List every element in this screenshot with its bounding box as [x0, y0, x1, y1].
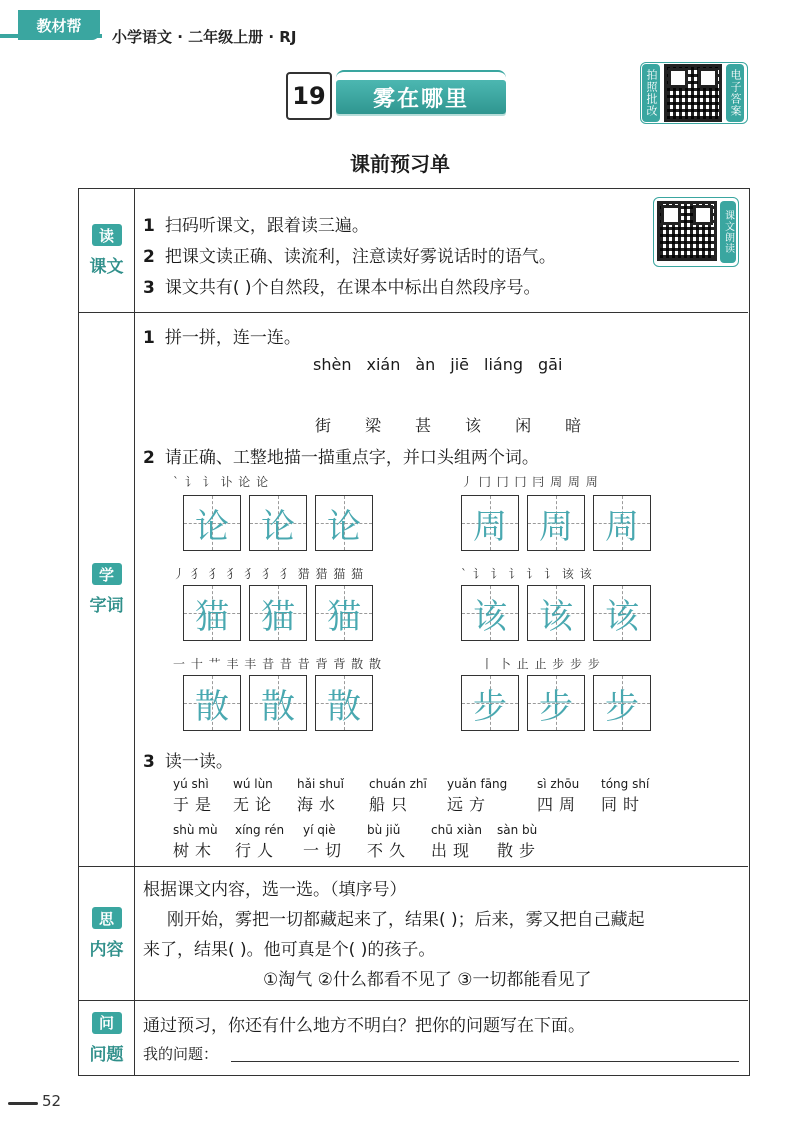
stroke-order: ` 讠 讠 讣 论 论 — [173, 475, 270, 489]
section-learn-label — [79, 313, 135, 866]
lesson-number: 19 — [286, 72, 332, 120]
read-item-2: 2 把课文读正确、读流利，注意读好雾说话时的语气。 — [143, 247, 556, 267]
tracing-grid — [183, 675, 373, 731]
section-read — [79, 189, 748, 313]
learn-badge: 学 — [92, 563, 122, 585]
book-info: 小学语文 · 二年级上册 · RJ — [112, 28, 297, 46]
section-learn — [79, 313, 748, 867]
brand-strip — [0, 34, 102, 38]
stroke-order: 丿 犭 犭 犭 犭 犭 犭 猎 猎 猫 猫 — [173, 567, 365, 581]
section-think-label — [79, 867, 135, 1000]
tracing-grid — [183, 495, 373, 551]
think-word: 内容 — [89, 940, 124, 960]
vocab-word: yú shì 于是 — [173, 777, 218, 814]
think-line-2: 来了，结果( )。他可真是个( )的孩子。 — [143, 940, 436, 960]
pinyin-item: liáng — [484, 355, 524, 374]
section-think — [79, 867, 748, 1001]
tracing-grid — [461, 585, 651, 641]
read-badge: 读 — [92, 224, 122, 246]
read-item-3: 3 课文共有( )个自然段，在课本中标出自然段序号。 — [143, 278, 541, 298]
vocab-word: hǎi shuǐ 海水 — [297, 777, 344, 814]
stroke-order: 丨 卜 止 止 步 步 步 — [481, 657, 601, 671]
think-badge: 思 — [92, 907, 122, 929]
pinyin-item: xián — [366, 355, 401, 374]
question-answer-line[interactable] — [231, 1061, 739, 1062]
section-read-label — [79, 189, 135, 312]
tracing-cell[interactable]: 该 — [461, 585, 519, 641]
vocab-word: bù jiǔ 不久 — [367, 823, 412, 860]
qr-code-icon[interactable] — [657, 201, 717, 261]
tracing-cell[interactable]: 散 — [249, 675, 307, 731]
stroke-order: 一 十 艹 丰 丰 昔 昔 昔 背 背 散 散 — [173, 657, 382, 671]
char-item: 该 — [465, 416, 482, 435]
vocab-word: tóng shí 同时 — [601, 777, 650, 814]
qr-code-icon[interactable] — [664, 64, 722, 122]
ask-word: 问题 — [89, 1044, 124, 1065]
section-ask — [79, 1001, 748, 1075]
vocab-word: wú lùn 无论 — [233, 777, 278, 814]
qr-right-label: 电子答案 — [726, 64, 744, 122]
vocab-word: chū xiàn 出现 — [431, 823, 483, 860]
char-item: 甚 — [415, 416, 432, 435]
learn-q1: 1 拼一拼，连一连。 — [143, 328, 301, 348]
tracing-cell[interactable]: 散 — [183, 675, 241, 731]
ask-badge: 问 — [92, 1012, 122, 1034]
think-line-1: 刚开始，雾把一切都藏起来了，结果( )；后来，雾又把自己藏起 — [167, 910, 645, 930]
vocab-word: shù mù 树木 — [173, 823, 218, 860]
learn-q3: 3 读一读。 — [143, 752, 233, 772]
brand-logo: 教材帮 — [18, 10, 100, 40]
vocab-word: sì zhōu 四周 — [537, 777, 582, 814]
pinyin-row — [313, 355, 577, 375]
preview-table — [78, 188, 750, 1076]
char-item: 暗 — [565, 416, 582, 435]
pinyin-item: shèn — [313, 355, 352, 374]
tracing-cell[interactable]: 该 — [527, 585, 585, 641]
stroke-order: ` 讠 讠 讠 讠 讠 该 该 — [461, 567, 593, 581]
learn-q2: 2 请正确、工整地描一描重点字，并口头组两个词。 — [143, 448, 539, 468]
think-prompt: 根据课文内容，选一选。（填序号） — [143, 880, 407, 900]
chars-row — [315, 413, 615, 436]
tracing-cell[interactable]: 步 — [461, 675, 519, 731]
vocab-word: yí qiè 一切 — [303, 823, 348, 860]
lesson-title: 雾在哪里 — [336, 80, 506, 114]
tracing-cell[interactable]: 猫 — [249, 585, 307, 641]
pinyin-item: àn — [415, 355, 436, 374]
char-item: 闲 — [515, 416, 532, 435]
tracing-cell[interactable]: 猫 — [315, 585, 373, 641]
page-number: 52 — [42, 1092, 62, 1110]
tracing-cell[interactable]: 周 — [527, 495, 585, 551]
question-label: 我的问题： — [143, 1045, 219, 1063]
vocab-word: yuǎn fāng 远方 — [447, 777, 508, 814]
vocab-word: xíng rén 行人 — [235, 823, 285, 860]
tracing-cell[interactable]: 周 — [593, 495, 651, 551]
think-options: ①淘气 ②什么都看不见了 ③一切都能看见了 — [263, 970, 592, 990]
read-word: 课文 — [89, 257, 124, 277]
footer-dash — [8, 1102, 38, 1105]
vocab-word: sàn bù 散步 — [497, 823, 542, 860]
vocab-word: chuán zhī 船只 — [369, 777, 427, 814]
tracing-cell[interactable]: 论 — [183, 495, 241, 551]
qr-left-label: 拍照批改 — [642, 64, 660, 122]
tracing-cell[interactable]: 步 — [527, 675, 585, 731]
title-decoration — [336, 70, 506, 78]
section-ask-label — [79, 1001, 135, 1075]
tracing-cell[interactable]: 散 — [315, 675, 373, 731]
tracing-cell[interactable]: 论 — [315, 495, 373, 551]
sheet-title: 课前预习单 — [350, 152, 450, 176]
learn-word: 字词 — [89, 596, 124, 616]
tracing-cell[interactable]: 步 — [593, 675, 651, 731]
tracing-cell[interactable]: 周 — [461, 495, 519, 551]
tracing-cell[interactable]: 该 — [593, 585, 651, 641]
tracing-grid — [461, 675, 651, 731]
tracing-grid — [183, 585, 373, 641]
read-item-1: 1 扫码听课文，跟着读三遍。 — [143, 216, 369, 236]
tracing-grid — [461, 495, 651, 551]
char-item: 梁 — [365, 416, 382, 435]
ask-prompt: 通过预习，你还有什么地方不明白？把你的问题写在下面。 — [143, 1016, 585, 1036]
pinyin-item: jiē — [450, 355, 470, 374]
qr-read-label: 课文朗读 — [720, 201, 736, 263]
char-item: 街 — [315, 416, 332, 435]
tracing-cell[interactable]: 论 — [249, 495, 307, 551]
pinyin-item: gāi — [538, 355, 563, 374]
tracing-cell[interactable]: 猫 — [183, 585, 241, 641]
stroke-order: 丿 冂 冂 冂 冃 周 周 周 — [461, 475, 599, 489]
